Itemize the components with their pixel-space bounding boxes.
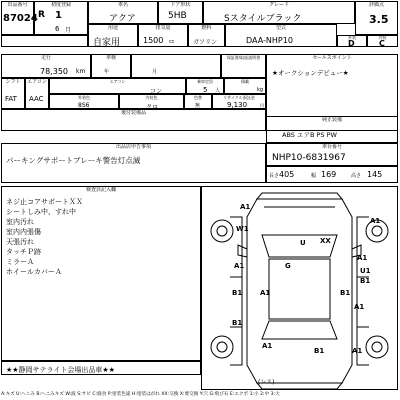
inspector-note-line: 天張汚れ [6, 238, 34, 246]
aircon: コン [150, 88, 163, 95]
score: 3.5 [369, 13, 389, 26]
sales-point-label: セールスポイント [312, 55, 352, 61]
fuel: ガソリン [193, 39, 218, 46]
car-name-cell [88, 1, 158, 24]
exterior-grade-label: 外装 [348, 36, 356, 40]
damage-mark: A1 [370, 217, 381, 225]
venue-note: ★★静岡サテライト会場出品車★★ [6, 366, 115, 374]
shift-label: シフト [5, 79, 21, 85]
standard-equipment-label: 純正装備 [321, 117, 342, 123]
inspector-note-line: ミラーＡ [6, 258, 34, 266]
fuel-cell [188, 24, 225, 47]
seller-declaration: パーキングサポートブレーキ警告灯点滅 [6, 156, 141, 165]
color-label: 外装色 [78, 95, 90, 100]
inspection-month-label: 月 [152, 69, 158, 75]
aircon-cell [49, 78, 186, 94]
displacement: 1500 [143, 36, 164, 45]
chassis-cell [266, 143, 398, 166]
width: 169 [321, 170, 337, 179]
exterior-grade: D [348, 39, 355, 48]
inspector-notes-list [6, 197, 83, 277]
aircon-label: エアコン [109, 79, 126, 84]
model-label: 型式 [275, 25, 286, 31]
standard-equipment-cell [266, 116, 398, 143]
inspector-note-line: ネジ止コアサポートＸＸ [6, 198, 83, 206]
inspector-note-line: ホイールカバーＡ [6, 268, 62, 276]
seller-declaration-cell [1, 143, 266, 183]
interior-color: クロ [146, 104, 159, 111]
grade: Sスタイルブラック [224, 14, 302, 24]
displacement-cell [138, 24, 188, 47]
dimensions-cell [266, 166, 398, 183]
ac-cell [25, 78, 49, 109]
damage-mark: B1 [232, 289, 243, 297]
seller-declaration-label: 出品店申告事項 [115, 144, 151, 150]
damage-mark: B1 [314, 347, 325, 355]
month-unit: 月 [65, 27, 72, 34]
month: 6 [55, 25, 60, 33]
color-cell [49, 94, 119, 109]
damage-mark: W1 [236, 225, 249, 233]
damage-mark: B1 [340, 289, 351, 297]
model: DAA-NHP10 [246, 36, 293, 45]
usage: 自家用 [93, 38, 121, 48]
post-equipment-label: 後付装備品 [120, 110, 146, 116]
interior-grade-cell [367, 35, 398, 47]
damage-mark: XX [320, 237, 331, 245]
capacity-cell [186, 78, 224, 94]
capacity-label: 乗車定員 [197, 79, 213, 84]
inspector-note-line: タッチＰ跡 [6, 248, 41, 256]
legend-footer: A:キズ U:へこみ B:へこみキズ W:波 S:サビ C:腐食 P:塗装色違 H:塗装はがれ XX:交換 X:要交換 Y:穴 G:飛び石 E:エクボ 1:小 2:中 3:大 [1, 392, 280, 397]
chassis-label: 車台番号 [321, 144, 342, 150]
exterior-grade-cell [337, 35, 367, 47]
damage-mark: A1 [354, 303, 365, 311]
sales-point: ★オークションデビュー★ [272, 69, 349, 77]
color-change-label: 色替 [194, 95, 202, 100]
lot-number: 87024 [3, 13, 38, 24]
mileage-label: 走行 [40, 55, 51, 61]
inspection-year-label: 年 [104, 69, 110, 75]
model-cell [225, 24, 337, 47]
capacity: 5 [203, 86, 208, 94]
length: 405 [279, 170, 295, 179]
inspection-month-cell [131, 54, 221, 78]
color-change-cell [184, 94, 212, 109]
grade-label: グレード [268, 2, 289, 8]
inspector-notes-label: 検査員記入欄 [85, 187, 116, 193]
inspector-note-line: 室内内張傷 [6, 228, 41, 236]
width-label: 幅 [311, 173, 317, 179]
ac-label: エアコン [27, 79, 47, 85]
post-equipment-cell [1, 109, 266, 131]
lot-number-label: 出品番号 [7, 2, 28, 8]
damage-mark: A1 [260, 289, 271, 297]
door-type-cell [158, 1, 203, 24]
first-registration-label: 初度登録 [50, 2, 71, 8]
shift-cell [1, 78, 25, 109]
chassis-number: NHP10-6831967 [272, 153, 346, 163]
lot-number-cell [1, 1, 38, 35]
color-code: 8S6 [78, 102, 90, 109]
damage-mark: A1 [234, 262, 245, 270]
remarks-label: 保証書/取扱説明書 [226, 55, 261, 60]
inspection-year-cell [91, 54, 131, 78]
height-label: 高さ [351, 173, 362, 179]
car-diagram [202, 187, 397, 389]
car-name: アクア [109, 14, 136, 24]
capacity-unit: 人 [215, 88, 221, 94]
mileage-cell [1, 54, 91, 78]
ac: AAC [29, 95, 44, 103]
door-type-label: ドア形状 [170, 2, 191, 8]
inspector-notes-cell [1, 186, 201, 361]
score-cell [355, 1, 398, 35]
damage-mark: A1 [240, 203, 251, 211]
venue-note-cell [1, 361, 201, 375]
inspector-note-line: 室内汚れ [6, 218, 34, 226]
inspection-label: 車検 [105, 55, 116, 61]
inspector-note-line: シートしみ中、すれ中 [6, 208, 76, 216]
shift: FAT [5, 95, 17, 103]
height: 145 [367, 170, 383, 179]
stamp-mark: (レス) [258, 379, 275, 386]
mileage: 78,350 [40, 67, 68, 76]
recycle-unit: 円 [260, 103, 264, 108]
damage-mark: B1 [360, 277, 371, 285]
year: 1 [55, 10, 62, 21]
damage-mark: G [285, 262, 291, 270]
remarks-cell [221, 54, 266, 78]
length-label: 長さ [269, 173, 280, 179]
interior-color-cell [119, 94, 184, 109]
interior-grade-label: 内装 [378, 36, 387, 40]
standard-equipment: ABS エアB PS PW [282, 131, 337, 139]
damage-mark: A1 [357, 254, 368, 262]
first-registration-cell [34, 1, 88, 35]
load-unit: kg [257, 87, 264, 93]
displacement-unit: cc [169, 39, 175, 45]
damage-mark: U [300, 239, 306, 247]
grade-cell [203, 1, 355, 24]
fuel-label: 燃料 [201, 25, 212, 31]
interior-color-label: 内装色 [145, 95, 158, 100]
damage-mark: A1 [352, 347, 363, 355]
reg-extra-cell [1, 35, 88, 47]
displacement-label: 排気量 [155, 25, 171, 31]
recycle-cell [212, 94, 266, 109]
damage-mark: B1 [232, 319, 243, 327]
score-label: 評価点 [368, 2, 384, 8]
mileage-unit: km [76, 68, 86, 75]
load-cell [224, 78, 266, 94]
door-type: 5HB [168, 11, 187, 21]
recycle-label: リサイクル預託金 [223, 95, 255, 100]
year-era: R [38, 10, 45, 20]
damage-diagram-cell [201, 186, 398, 390]
auction-sheet [1, 1, 398, 390]
damage-mark: A1 [262, 342, 273, 350]
recycle-fee: 9,130 [227, 101, 248, 109]
usage-label: 用途 [107, 25, 118, 31]
car-name-label: 車名 [117, 2, 128, 8]
color-change-mark: 無 [195, 103, 201, 109]
load-label: 積載 [241, 79, 249, 84]
damage-mark: U1 [360, 267, 371, 275]
interior-grade: C [379, 39, 385, 48]
usage-cell [88, 24, 138, 47]
